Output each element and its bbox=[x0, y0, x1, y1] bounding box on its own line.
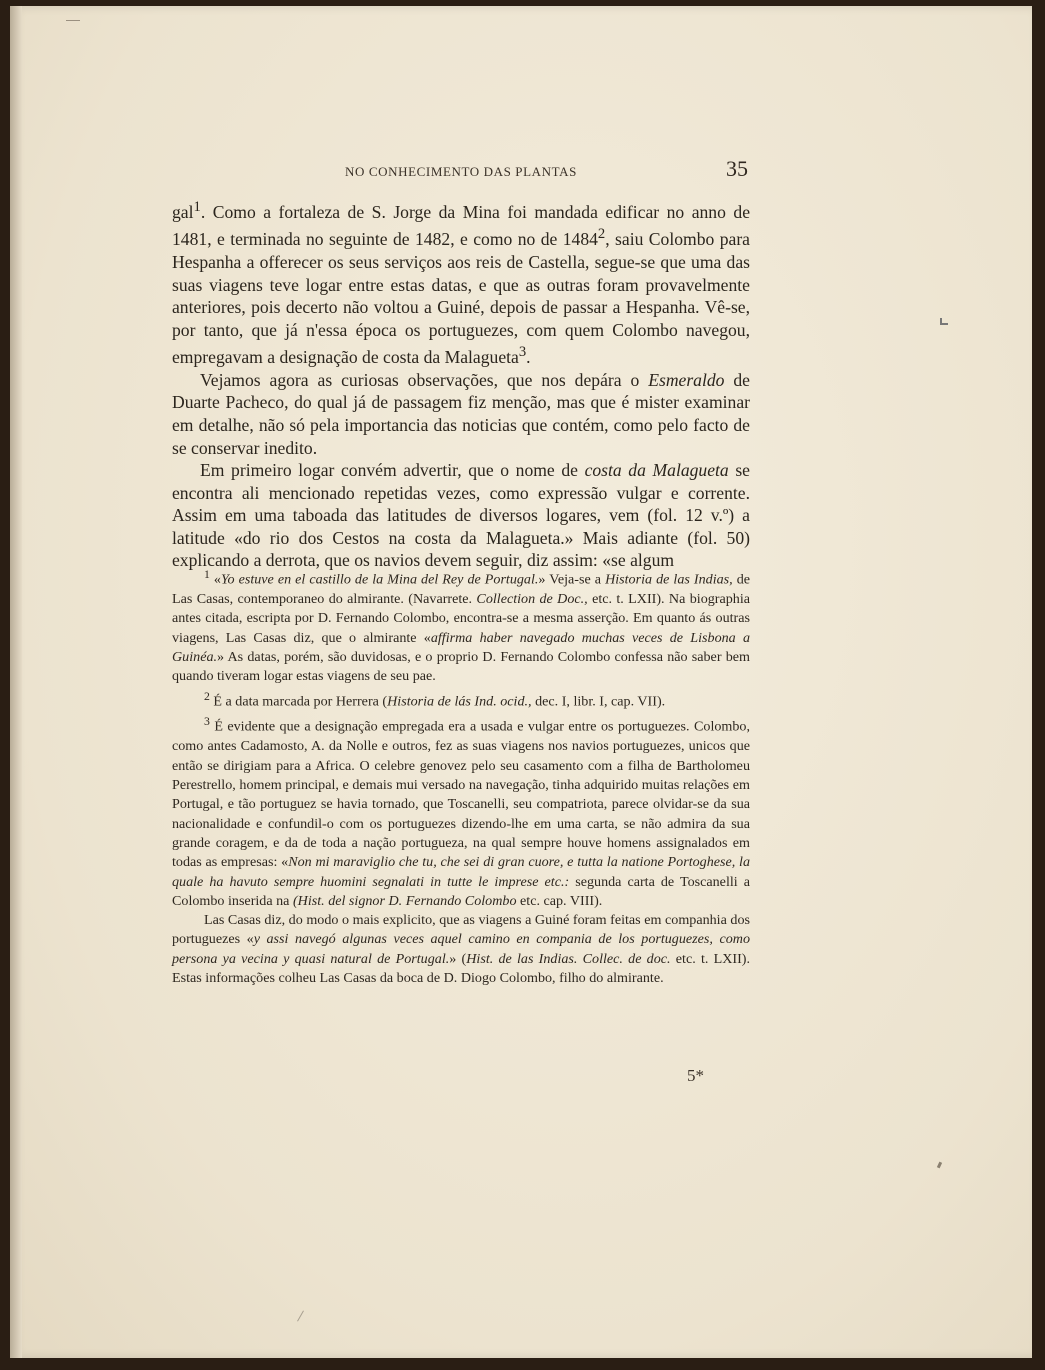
footnote-ref-1: 1 bbox=[193, 199, 201, 215]
footnote-ref-3: 3 bbox=[518, 344, 527, 361]
footnote-2: $^2$ É a data marcada por Herrera (Historia de lás Ind. ocid., dec. I, libr. I, cap. VII). bbox=[204, 690, 666, 711]
footnote-number: 1 bbox=[204, 568, 210, 581]
footnote-ref-2: 2 bbox=[597, 226, 606, 243]
footnotes bbox=[172, 565, 750, 988]
page-number: 35 bbox=[726, 156, 748, 181]
running-title: NO CONHECIMENTO DAS PLANTAS bbox=[345, 164, 577, 179]
margin-mark bbox=[66, 20, 80, 21]
footnote-1: $^1$ «Yo estuve en el castillo de la Mina del Rey de Portugal.» Veja-se a Historia de las Indias, de Las Casas, contemporaneo do almirante. (Navarrete. Collection de Doc., etc. t. LXII). Na biographia antes citada, escripta por D. Fernando Colombo, encontra-se a mesma asserção. Em quanto ás outras viagens, Las Casas diz, que o almirante «affirma haber navegado muchas veces de Lisbona a Guinéa.» As datas, porém, são duvidosas, e o proprio D. Fernando Colombo confessa não saber bem quando tiveram logar estas viagens de seu pae. bbox=[172, 568, 751, 685]
italic-phrase: costa da Malagueta bbox=[584, 460, 729, 481]
main-text bbox=[172, 196, 750, 572]
signature-mark: 5* bbox=[687, 1066, 704, 1085]
footnote-3-continuation: Las Casas diz, do modo o mais explicito, que as viagens a Guiné foram feitas em companhia dos portuguezes «y assi navegó algunas veces aquel camino en compania de los portuguezes, como persona ya vecina y quasi natural de Portugal.» (Hist. de las Indias. Collec. de doc. etc. t. LXII). Estas informações colheu Las Casas da boca de D. Diogo Colombo, filho do almirante. bbox=[172, 912, 750, 986]
margin-mark bbox=[940, 318, 948, 325]
paragraph-2: Vejamos agora as curiosas observações, que nos depára o Esmeraldo de Duarte Pacheco, do qual já de passagem fiz menção, mas que é mister examinar em detalhe, não só pela importancia das noticias que contém, como pelo facto de se conservar inedito. bbox=[172, 369, 750, 458]
page-header bbox=[172, 156, 750, 186]
paragraph-1: gal$^1$. Como a fortaleza de S. Jorge da Mina foi mandada edificar no anno de 1481, e terminada no seguinte de 1482, e como no de 1484$^2$, saiu Colombo para Hespanha a offerecer os seus serviços aos reis de Castella, segue-se que uma das suas viagens teve logar entre estas datas, e que as outras foram provavelmente anteriores, pois decerto não voltou a Guiné, depois de passar a Hespanha. Vê-se, por tanto, que já n'essa época os portuguezes, com quem Colombo navegou, empregavam a designação de costa da Malagueta$^3$. bbox=[172, 199, 750, 368]
footnote-number: 3 bbox=[204, 715, 210, 729]
footnote-3: $^3$ É evidente que a designação empregada era a usada e vulgar entre os portuguezes. Colombo, como antes Cadamosto, A. da Nolle e outros, fez as suas viagens nos navios portuguezes, unicos que então se dirigiam para a Africa. O celebre genovez pelo seu casamento com a filha de Bartholomeu Perestrello, homem principal, e demais mui versado na navegação, tinha adquirido muitas relações em Portugal, e tão portuguez se havia tornado, que Toscanelli, seu compatriota, parece olvidar-se da sua nacionalidade e confundil-o com os portuguezes dizendo-lhe em uma carta, se não admira da sua grande coragem, e da de toda a nação portugueza, na qual sempre houve homens assignalados em todas as empresas: «Non mi maraviglio che tu, che sei di gran cuore, e tutta la natione Portoghese, la quale ha havuto sempre huomini segnalati in tutte le imprese etc.: segunda carta de Toscanelli a Colombo inserida na (Hist. del signor D. Fernando Colombo etc. cap. VIII). bbox=[172, 715, 750, 909]
binding-gutter bbox=[10, 6, 22, 1358]
footnote-number: 2 bbox=[204, 690, 210, 704]
paragraph-3: Em primeiro logar convém advertir, que o nome de costa da Malagueta se encontra ali mencionado repetidas vezes, como expressão vulgar e corrente. Assim em uma taboada das latitudes de diversos logares, vem (fol. 12 v.º) a latitude «do rio dos Cestos na costa da Malagueta.» Mais adiante (fol. 50) explicando a derrota, que os navios devem seguir, diz assim: «se algum bbox=[172, 460, 750, 571]
italic-title: Esmeraldo bbox=[648, 369, 725, 390]
